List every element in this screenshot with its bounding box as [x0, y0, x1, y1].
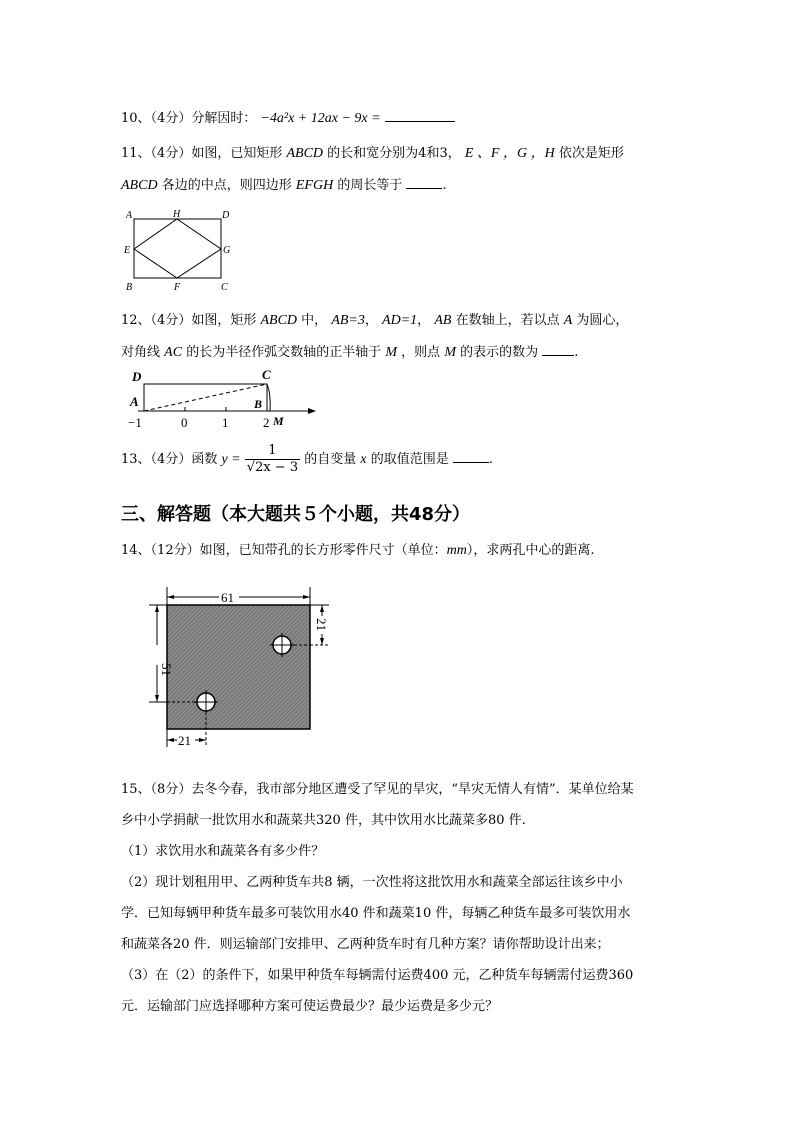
q12-answer-blank[interactable]: [542, 343, 574, 356]
q11-rhombus: [134, 219, 221, 278]
q14-dim-label-bg: [150, 645, 164, 665]
question-12-line1: [121, 312, 628, 330]
q11-label-g: G: [223, 245, 231, 256]
q11-rect-name: ABCD: [286, 146, 324, 161]
q11-label-b: B: [126, 282, 133, 293]
q13-answer-blank[interactable]: [453, 450, 489, 463]
q12-m2: M: [444, 345, 456, 360]
q11-rectangle: [134, 219, 221, 278]
q14-arrow-icon: [155, 605, 159, 612]
q12-tick-label: 2: [263, 415, 270, 430]
q14-dim-bottom: 21: [178, 733, 191, 748]
q12-sep2: ，: [417, 313, 431, 328]
q12-label-b: B: [254, 397, 263, 411]
q11-points: E 、F ，G ，H: [464, 146, 555, 161]
q13-numerator: 1: [268, 443, 277, 458]
q10-expression: −4a²x + 12ax − 9x =: [260, 111, 381, 126]
q14-dim-left: 51: [159, 663, 174, 676]
question-11-line1: [121, 145, 624, 163]
q12-ab2: AB: [434, 313, 452, 328]
q13-suffix: 的自变量: [304, 452, 357, 467]
q13-denominator: √2x − 3: [246, 460, 299, 475]
q12-mid2: 在数轴上，若以点: [455, 313, 560, 328]
q14-prefix: 14、（12分）如图，已知带孔的长方形零件尺寸（单位：: [121, 543, 447, 558]
q11-line1-end: 依次是矩形: [558, 146, 624, 161]
q12-figure: [120, 366, 320, 434]
q13-y: y =: [221, 452, 241, 467]
q15-sub1: （1）求饮用水和蔬菜各有多少件？: [121, 844, 325, 859]
q10-prefix: 10、（4分）分解因时：: [121, 111, 257, 126]
q12-ad: AD=1: [382, 313, 418, 328]
q12-diagonal: [144, 384, 267, 411]
q12-sep1: ，: [364, 313, 378, 328]
q14-dim-top: 61: [221, 590, 234, 605]
q11-label-a: A: [126, 210, 133, 221]
q15-sub3-line1: （3）在（2）的条件下，如果甲种货车每辆需付运费400 元，乙种货车每辆需付运费360: [121, 968, 634, 983]
q12-label-d: D: [132, 369, 142, 384]
q14-unit: mm: [446, 543, 467, 558]
q12-label-c: C: [262, 367, 271, 382]
q11-label-e: E: [124, 245, 131, 256]
q11-label-d: D: [222, 210, 230, 221]
q13-prefix: 13、（4分）函数: [121, 452, 218, 467]
q14-arrow-icon: [155, 695, 159, 702]
q11-figure: [120, 205, 240, 297]
q12-tick-label: −1: [128, 415, 142, 430]
q14-figure: [145, 583, 345, 753]
q12-tick-label: 0: [181, 415, 188, 430]
q15-line1: 15、（8分）去冬今春，我市部分地区遭受了罕见的旱灾，“旱灾无情人有情”．某单位给某: [121, 782, 634, 797]
q12-ac: AC: [164, 345, 183, 360]
q12-line2-mid2: ，则点: [401, 345, 441, 360]
q11-quad-name: EFGH: [295, 178, 334, 193]
q14-arrow-icon: [303, 595, 310, 599]
q12-arrow-icon: [308, 408, 316, 414]
q11-perimeter-text: 的周长等于: [337, 178, 403, 193]
q12-line1-end: 为圆心，: [576, 313, 629, 328]
q15-sub2-line3: 和蔬菜各20 件．则运输部门安排甲、乙两种货车时有几种方案？请你帮助设计出来；: [121, 937, 610, 952]
q11-answer-blank[interactable]: [406, 176, 442, 189]
q13-suffix2: 的取值范围是: [370, 452, 449, 467]
q11-label-h: H: [173, 209, 181, 220]
q12-line2-mid: 的长为半径作弧交数轴的正半轴于: [186, 345, 382, 360]
q10-answer-blank[interactable]: [385, 109, 455, 122]
q14-arrow-icon: [167, 595, 174, 599]
q14-plate: [167, 605, 310, 729]
q14-arrow-icon: [320, 605, 324, 612]
q12-rect-name: ABCD: [260, 313, 298, 328]
question-12-line2: [121, 343, 578, 362]
q12-mid: 中，: [301, 313, 328, 328]
q12-point-a: A: [563, 313, 573, 328]
q12-label-a: A: [130, 394, 139, 409]
q12-tick-label: 1: [222, 415, 229, 430]
q15-sub3-line2: 元．运输部门应选择哪种方案可使运费最少？最少运费是多少元？: [121, 999, 499, 1014]
section-3-heading: 三、解答题（本大题共５个小题，共48分）: [121, 504, 471, 525]
q14-suffix: ），求两孔中心的距离.: [466, 543, 595, 558]
q11-label-c: C: [221, 282, 228, 293]
q14-dim-right: 21: [314, 618, 329, 631]
q14-arrow-icon: [320, 638, 324, 645]
q11-label-f: F: [174, 282, 181, 293]
q11-prefix: 11、（4分）如图，已知矩形: [121, 146, 283, 161]
question-14: [121, 542, 594, 560]
q12-period: .: [574, 345, 579, 360]
q13-period: .: [488, 452, 494, 467]
q13-fraction: [245, 443, 300, 476]
q14-arrow-icon: [199, 738, 206, 742]
q11-dimensions: 的长和宽分别为4和3，: [327, 146, 461, 161]
q12-line2-prefix: 对角线: [121, 345, 161, 360]
question-11-line2: [121, 176, 447, 195]
q12-ab: AB=3: [331, 313, 365, 328]
question-10: [121, 109, 455, 128]
q14-arrow-icon: [167, 738, 174, 742]
q13-var: x: [360, 452, 367, 467]
q15-sub2-line1: （2）现计划租用甲、乙两种货车共8 辆，一次性将这批饮用水和蔬菜全部运往该乡中小: [121, 875, 623, 890]
q15-line2: 乡中小学捐献一批饮用水和蔬菜共320 件，其中饮用水比蔬菜多80 件.: [121, 813, 526, 828]
q12-m1: M: [385, 345, 398, 360]
q11-rect-name-2: ABCD: [121, 178, 158, 193]
q12-label-m: M: [273, 414, 284, 428]
q12-prefix: 12、（4分）如图，矩形: [121, 313, 257, 328]
q15-sub2-line2: 学．已知每辆甲种货车最多可装饮用水40 件和蔬菜10 件，每辆乙种货车最多可装饮用水: [121, 906, 631, 921]
question-13: [121, 441, 493, 479]
q12-line2-end: 的表示的数为: [460, 345, 539, 360]
q11-midpoints-text: 各边的中点，则四边形: [161, 178, 292, 193]
q11-period: .: [442, 178, 447, 193]
